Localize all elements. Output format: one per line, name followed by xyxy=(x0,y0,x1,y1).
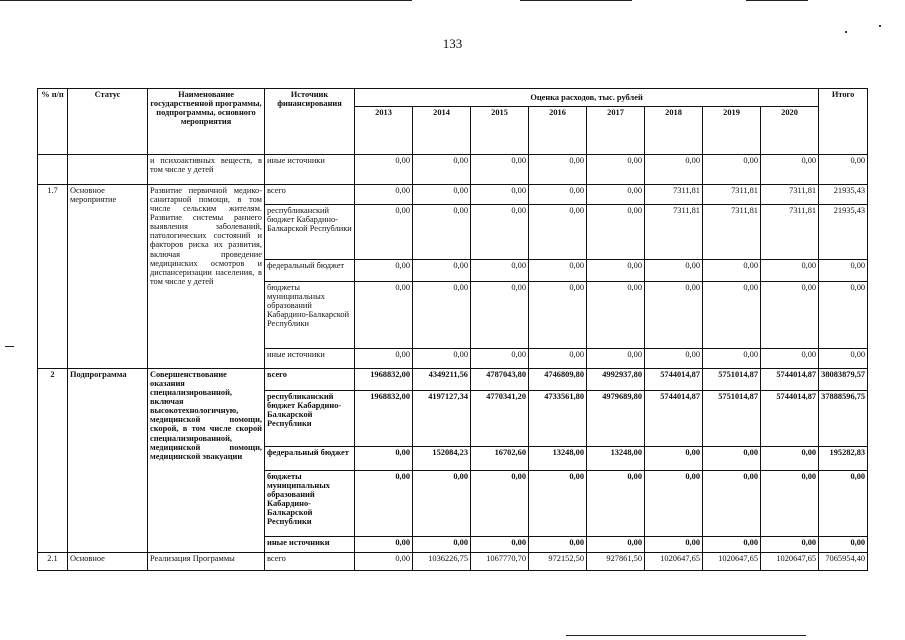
header-status: Статус xyxy=(68,89,148,155)
value-cell: 0,00 xyxy=(529,260,587,282)
value-cell: 0,00 xyxy=(529,155,587,185)
row-status-cell: Основное xyxy=(68,553,148,571)
value-cell: 1968832,00 xyxy=(355,369,413,391)
row-source-cell: федеральный бюджет xyxy=(265,447,355,471)
value-cell: 4197127,34 xyxy=(413,391,471,447)
value-cell: 0,00 xyxy=(413,471,471,537)
value-cell: 4770341,20 xyxy=(471,391,529,447)
value-cell: 0,00 xyxy=(355,447,413,471)
header-year: 2020 xyxy=(761,107,819,155)
value-cell: 1067770,70 xyxy=(471,553,529,571)
value-cell: 0,00 xyxy=(703,537,761,553)
value-cell: 1020647,65 xyxy=(645,553,703,571)
value-cell: 0,00 xyxy=(355,185,413,205)
value-cell: 0,00 xyxy=(587,537,645,553)
value-cell: 0,00 xyxy=(703,349,761,369)
value-cell: 1968832,00 xyxy=(355,391,413,447)
row-source-cell: бюджеты муниципальных образований Кабардино-Балкарской Республики xyxy=(265,471,355,537)
value-cell: 0,00 xyxy=(355,282,413,349)
header-year: 2016 xyxy=(529,107,587,155)
value-cell: 0,00 xyxy=(703,447,761,471)
row-source-cell: республиканский бюджет Кабардино-Балкарской Республики xyxy=(265,391,355,447)
value-cell: 4787043,80 xyxy=(471,369,529,391)
total-cell: 0,00 xyxy=(819,155,868,185)
total-cell: 195282,83 xyxy=(819,447,868,471)
value-cell: 0,00 xyxy=(587,349,645,369)
value-cell: 0,00 xyxy=(761,260,819,282)
row-source-cell: иные источники xyxy=(265,537,355,553)
value-cell: 5744014,87 xyxy=(645,369,703,391)
margin-mark xyxy=(5,346,14,347)
value-cell: 0,00 xyxy=(355,155,413,185)
row-source-cell: бюджеты муниципальных образований Кабардино-Балкарской Республики xyxy=(265,282,355,349)
value-cell: 0,00 xyxy=(645,537,703,553)
value-cell: 1036226,75 xyxy=(413,553,471,571)
value-cell: 0,00 xyxy=(587,260,645,282)
total-cell: 38083879,57 xyxy=(819,369,868,391)
value-cell: 0,00 xyxy=(471,282,529,349)
value-cell: 0,00 xyxy=(471,471,529,537)
value-cell: 0,00 xyxy=(761,537,819,553)
value-cell: 0,00 xyxy=(703,155,761,185)
value-cell: 7311,81 xyxy=(703,185,761,205)
value-cell: 0,00 xyxy=(587,155,645,185)
value-cell: 7311,81 xyxy=(761,205,819,260)
value-cell: 0,00 xyxy=(645,447,703,471)
row-source-cell: иные источники xyxy=(265,155,355,185)
value-cell: 0,00 xyxy=(471,260,529,282)
budget-table xyxy=(37,88,868,571)
scan-speck xyxy=(879,25,881,27)
value-cell: 0,00 xyxy=(355,471,413,537)
value-cell: 5744014,87 xyxy=(761,391,819,447)
value-cell: 0,00 xyxy=(703,260,761,282)
row-num-cell: 2 xyxy=(38,369,68,553)
total-cell: 0,00 xyxy=(819,282,868,349)
value-cell: 0,00 xyxy=(645,471,703,537)
header-year: 2019 xyxy=(703,107,761,155)
value-cell: 0,00 xyxy=(645,349,703,369)
value-cell: 0,00 xyxy=(413,185,471,205)
total-cell: 7065954,40 xyxy=(819,553,868,571)
value-cell: 7311,81 xyxy=(761,185,819,205)
value-cell: 0,00 xyxy=(761,349,819,369)
row-source-cell: всего xyxy=(265,185,355,205)
row-status-cell: Подпрограмма xyxy=(68,369,148,553)
top-rule-right xyxy=(746,0,808,1)
row-source-cell: всего xyxy=(265,553,355,571)
value-cell: 0,00 xyxy=(413,155,471,185)
value-cell: 16702,60 xyxy=(471,447,529,471)
table-row xyxy=(38,185,868,205)
row-num-cell: 2.1 xyxy=(38,553,68,571)
value-cell: 5744014,87 xyxy=(761,369,819,391)
value-cell: 0,00 xyxy=(413,537,471,553)
header-year: 2014 xyxy=(413,107,471,155)
scan-speck xyxy=(845,31,847,33)
row-num-cell: 1.7 xyxy=(38,185,68,369)
table-row xyxy=(38,155,868,185)
row-status-cell: Основное мероприятие xyxy=(68,185,148,369)
row-name-cell: и психоактивных веществ, в том числе у детей xyxy=(148,155,265,185)
value-cell: 0,00 xyxy=(471,185,529,205)
header-year: 2018 xyxy=(645,107,703,155)
row-name-cell: Развитие первичной медико-санитарной помощи, в том числе сельским жителям. Развитие системы раннего выявления заболеваний, патологических состояний и факторов риска их развития, включая проведение медицинских осмотров и диспансеризации населения, в том числе у детей xyxy=(148,185,265,369)
value-cell: 1020647,65 xyxy=(761,553,819,571)
row-source-cell: федеральный бюджет xyxy=(265,260,355,282)
total-cell: 37888596,75 xyxy=(819,391,868,447)
value-cell: 0,00 xyxy=(355,205,413,260)
total-cell: 0,00 xyxy=(819,471,868,537)
value-cell: 0,00 xyxy=(529,537,587,553)
value-cell: 0,00 xyxy=(413,205,471,260)
value-cell: 0,00 xyxy=(355,553,413,571)
value-cell: 0,00 xyxy=(645,260,703,282)
value-cell: 0,00 xyxy=(587,185,645,205)
value-cell: 0,00 xyxy=(529,471,587,537)
row-name-cell: Совершенствование оказания специализированной, включая высокотехнологичную, медицинской помощи, скорой, в том числе скорой специализированной, медицинской помощи, медицинской эвакуации xyxy=(148,369,265,553)
value-cell: 1020647,65 xyxy=(703,553,761,571)
total-cell: 0,00 xyxy=(819,537,868,553)
top-rule-left xyxy=(0,0,412,1)
value-cell: 0,00 xyxy=(645,155,703,185)
total-cell: 0,00 xyxy=(819,349,868,369)
value-cell: 0,00 xyxy=(471,155,529,185)
value-cell: 13248,00 xyxy=(529,447,587,471)
header-estimate: Оценка расходов, тыс. рублей xyxy=(355,89,819,107)
row-source-cell: иные источники xyxy=(265,349,355,369)
row-source-cell: республиканский бюджет Кабардино-Балкарской Республики xyxy=(265,205,355,260)
value-cell: 5751014,87 xyxy=(703,369,761,391)
value-cell: 0,00 xyxy=(703,282,761,349)
value-cell: 927861,50 xyxy=(587,553,645,571)
value-cell: 152084,23 xyxy=(413,447,471,471)
value-cell: 0,00 xyxy=(471,349,529,369)
value-cell: 0,00 xyxy=(529,282,587,349)
row-name-cell: Реализация Программы xyxy=(148,553,265,571)
value-cell: 5751014,87 xyxy=(703,391,761,447)
value-cell: 4979689,80 xyxy=(587,391,645,447)
value-cell: 0,00 xyxy=(761,471,819,537)
value-cell: 0,00 xyxy=(413,260,471,282)
value-cell: 0,00 xyxy=(471,205,529,260)
value-cell: 4733561,80 xyxy=(529,391,587,447)
row-num-cell xyxy=(38,155,68,185)
header-total: Итого xyxy=(819,89,868,155)
value-cell: 7311,81 xyxy=(703,205,761,260)
value-cell: 0,00 xyxy=(413,282,471,349)
page-number: 133 xyxy=(442,36,463,51)
value-cell: 972152,50 xyxy=(529,553,587,571)
value-cell: 0,00 xyxy=(587,282,645,349)
header-source: Источник финансирования xyxy=(265,89,355,155)
value-cell: 0,00 xyxy=(355,349,413,369)
value-cell: 0,00 xyxy=(355,260,413,282)
total-cell: 0,00 xyxy=(819,260,868,282)
header-name: Наименование государственной программы, подпрограммы, основного мероприятия xyxy=(148,89,265,155)
value-cell: 0,00 xyxy=(761,155,819,185)
value-cell: 0,00 xyxy=(587,471,645,537)
value-cell: 0,00 xyxy=(587,205,645,260)
value-cell: 0,00 xyxy=(355,537,413,553)
header-num: % п/п xyxy=(38,89,68,155)
total-cell: 21935,43 xyxy=(819,185,868,205)
total-cell: 21935,43 xyxy=(819,205,868,260)
value-cell: 0,00 xyxy=(529,349,587,369)
header-year: 2015 xyxy=(471,107,529,155)
value-cell: 0,00 xyxy=(471,537,529,553)
value-cell: 4746809,80 xyxy=(529,369,587,391)
table-row xyxy=(38,553,868,571)
value-cell: 0,00 xyxy=(529,185,587,205)
value-cell: 13248,00 xyxy=(587,447,645,471)
table-row xyxy=(38,369,868,391)
value-cell: 0,00 xyxy=(529,205,587,260)
top-rule-middle xyxy=(520,0,632,1)
header-year: 2017 xyxy=(587,107,645,155)
value-cell: 4349211,56 xyxy=(413,369,471,391)
row-source-cell: всего xyxy=(265,369,355,391)
value-cell: 0,00 xyxy=(703,471,761,537)
row-status-cell xyxy=(68,155,148,185)
value-cell: 0,00 xyxy=(761,282,819,349)
value-cell: 0,00 xyxy=(413,349,471,369)
value-cell: 0,00 xyxy=(645,282,703,349)
bottom-rule xyxy=(566,635,806,636)
value-cell: 0,00 xyxy=(761,447,819,471)
header-year: 2013 xyxy=(355,107,413,155)
value-cell: 7311,81 xyxy=(645,185,703,205)
value-cell: 7311,81 xyxy=(645,205,703,260)
value-cell: 4992937,80 xyxy=(587,369,645,391)
value-cell: 5744014,87 xyxy=(645,391,703,447)
